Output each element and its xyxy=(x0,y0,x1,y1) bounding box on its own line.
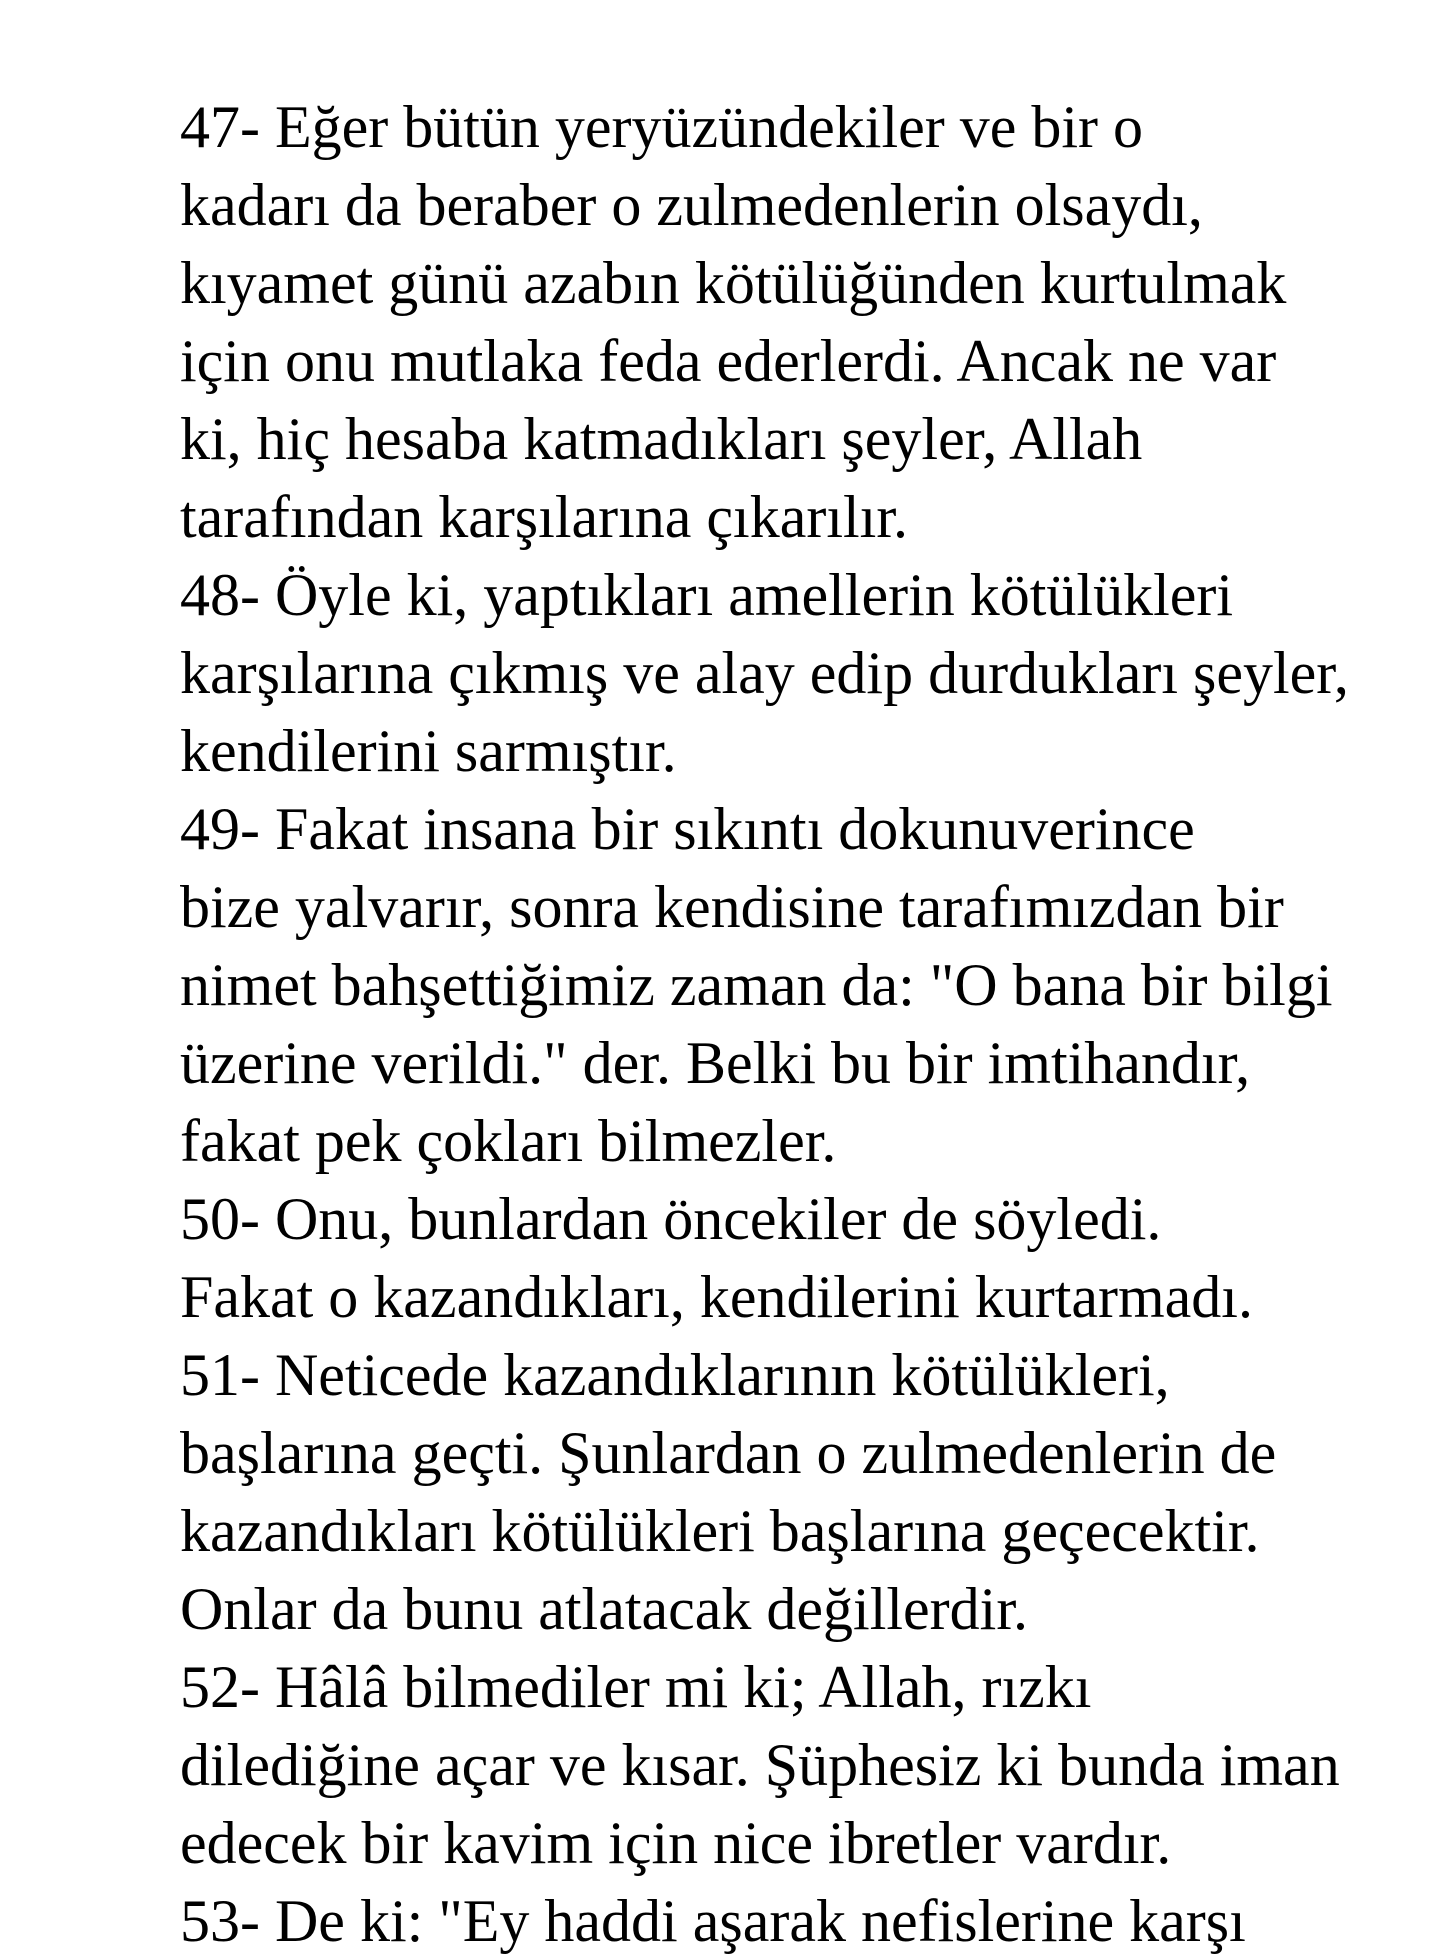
verse-line: kadarı da beraber o zulmedenlerin olsaydı, xyxy=(180,172,1203,238)
verse-line: karşılarına çıkmış ve alay edip durdukları şeyler, xyxy=(180,640,1349,706)
verse-line: için onu mutlaka feda ederlerdi. Ancak ne var xyxy=(180,328,1277,394)
verse-line: 51- Neticede kazandıklarının kötülükleri, xyxy=(180,1342,1170,1408)
verse-line: ki, hiç hesaba katmadıkları şeyler, Allah xyxy=(180,406,1143,472)
verse-line: Fakat o kazandıkları, kendilerini kurtarmadı. xyxy=(180,1264,1253,1330)
verse-52 xyxy=(84,1648,1384,1882)
verse-line: dilediğine açar ve kısar. Şüphesiz ki bunda iman xyxy=(180,1732,1340,1798)
verse-line: fakat pek çokları bilmezler. xyxy=(180,1108,837,1174)
verse-line: Onlar da bunu atlatacak değillerdir. xyxy=(180,1576,1028,1642)
verse-line: 53- De ki: "Ey haddi aşarak nefislerine karşı xyxy=(180,1888,1246,1954)
verse-51 xyxy=(84,1336,1384,1648)
verse-48 xyxy=(84,556,1384,790)
verse-53 xyxy=(84,1882,1384,1960)
verse-line: edecek bir kavim için nice ibretler vardır. xyxy=(180,1810,1172,1876)
verse-50 xyxy=(84,1180,1384,1336)
verse-line: 49- Fakat insana bir sıkıntı dokunuverince xyxy=(180,796,1195,862)
verse-line: nimet bahşettiğimiz zaman da: "O bana bir bilgi xyxy=(180,952,1333,1018)
verse-47 xyxy=(84,88,1384,556)
verse-line: bize yalvarır, sonra kendisine tarafımızdan bir xyxy=(180,874,1284,940)
verse-line: 47- Eğer bütün yeryüzündekiler ve bir o xyxy=(180,94,1144,160)
verse-line: 48- Öyle ki, yaptıkları amellerin kötülükleri xyxy=(180,562,1234,628)
verse-49 xyxy=(84,790,1384,1180)
verse-line: 50- Onu, bunlardan öncekiler de söyledi. xyxy=(180,1186,1162,1252)
verse-line: tarafından karşılarına çıkarılır. xyxy=(180,484,908,550)
verse-line: üzerine verildi." der. Belki bu bir imtihandır, xyxy=(180,1030,1251,1096)
document-page xyxy=(84,88,1384,1960)
verse-line: kazandıkları kötülükleri başlarına geçecektir. xyxy=(180,1498,1260,1564)
verse-line: 52- Hâlâ bilmediler mi ki; Allah, rızkı xyxy=(180,1654,1092,1720)
verse-line: başlarına geçti. Şunlardan o zulmedenlerin de xyxy=(180,1420,1277,1486)
verse-line: kendilerini sarmıştır. xyxy=(180,718,677,784)
verse-line: kıyamet günü azabın kötülüğünden kurtulmak xyxy=(180,250,1287,316)
